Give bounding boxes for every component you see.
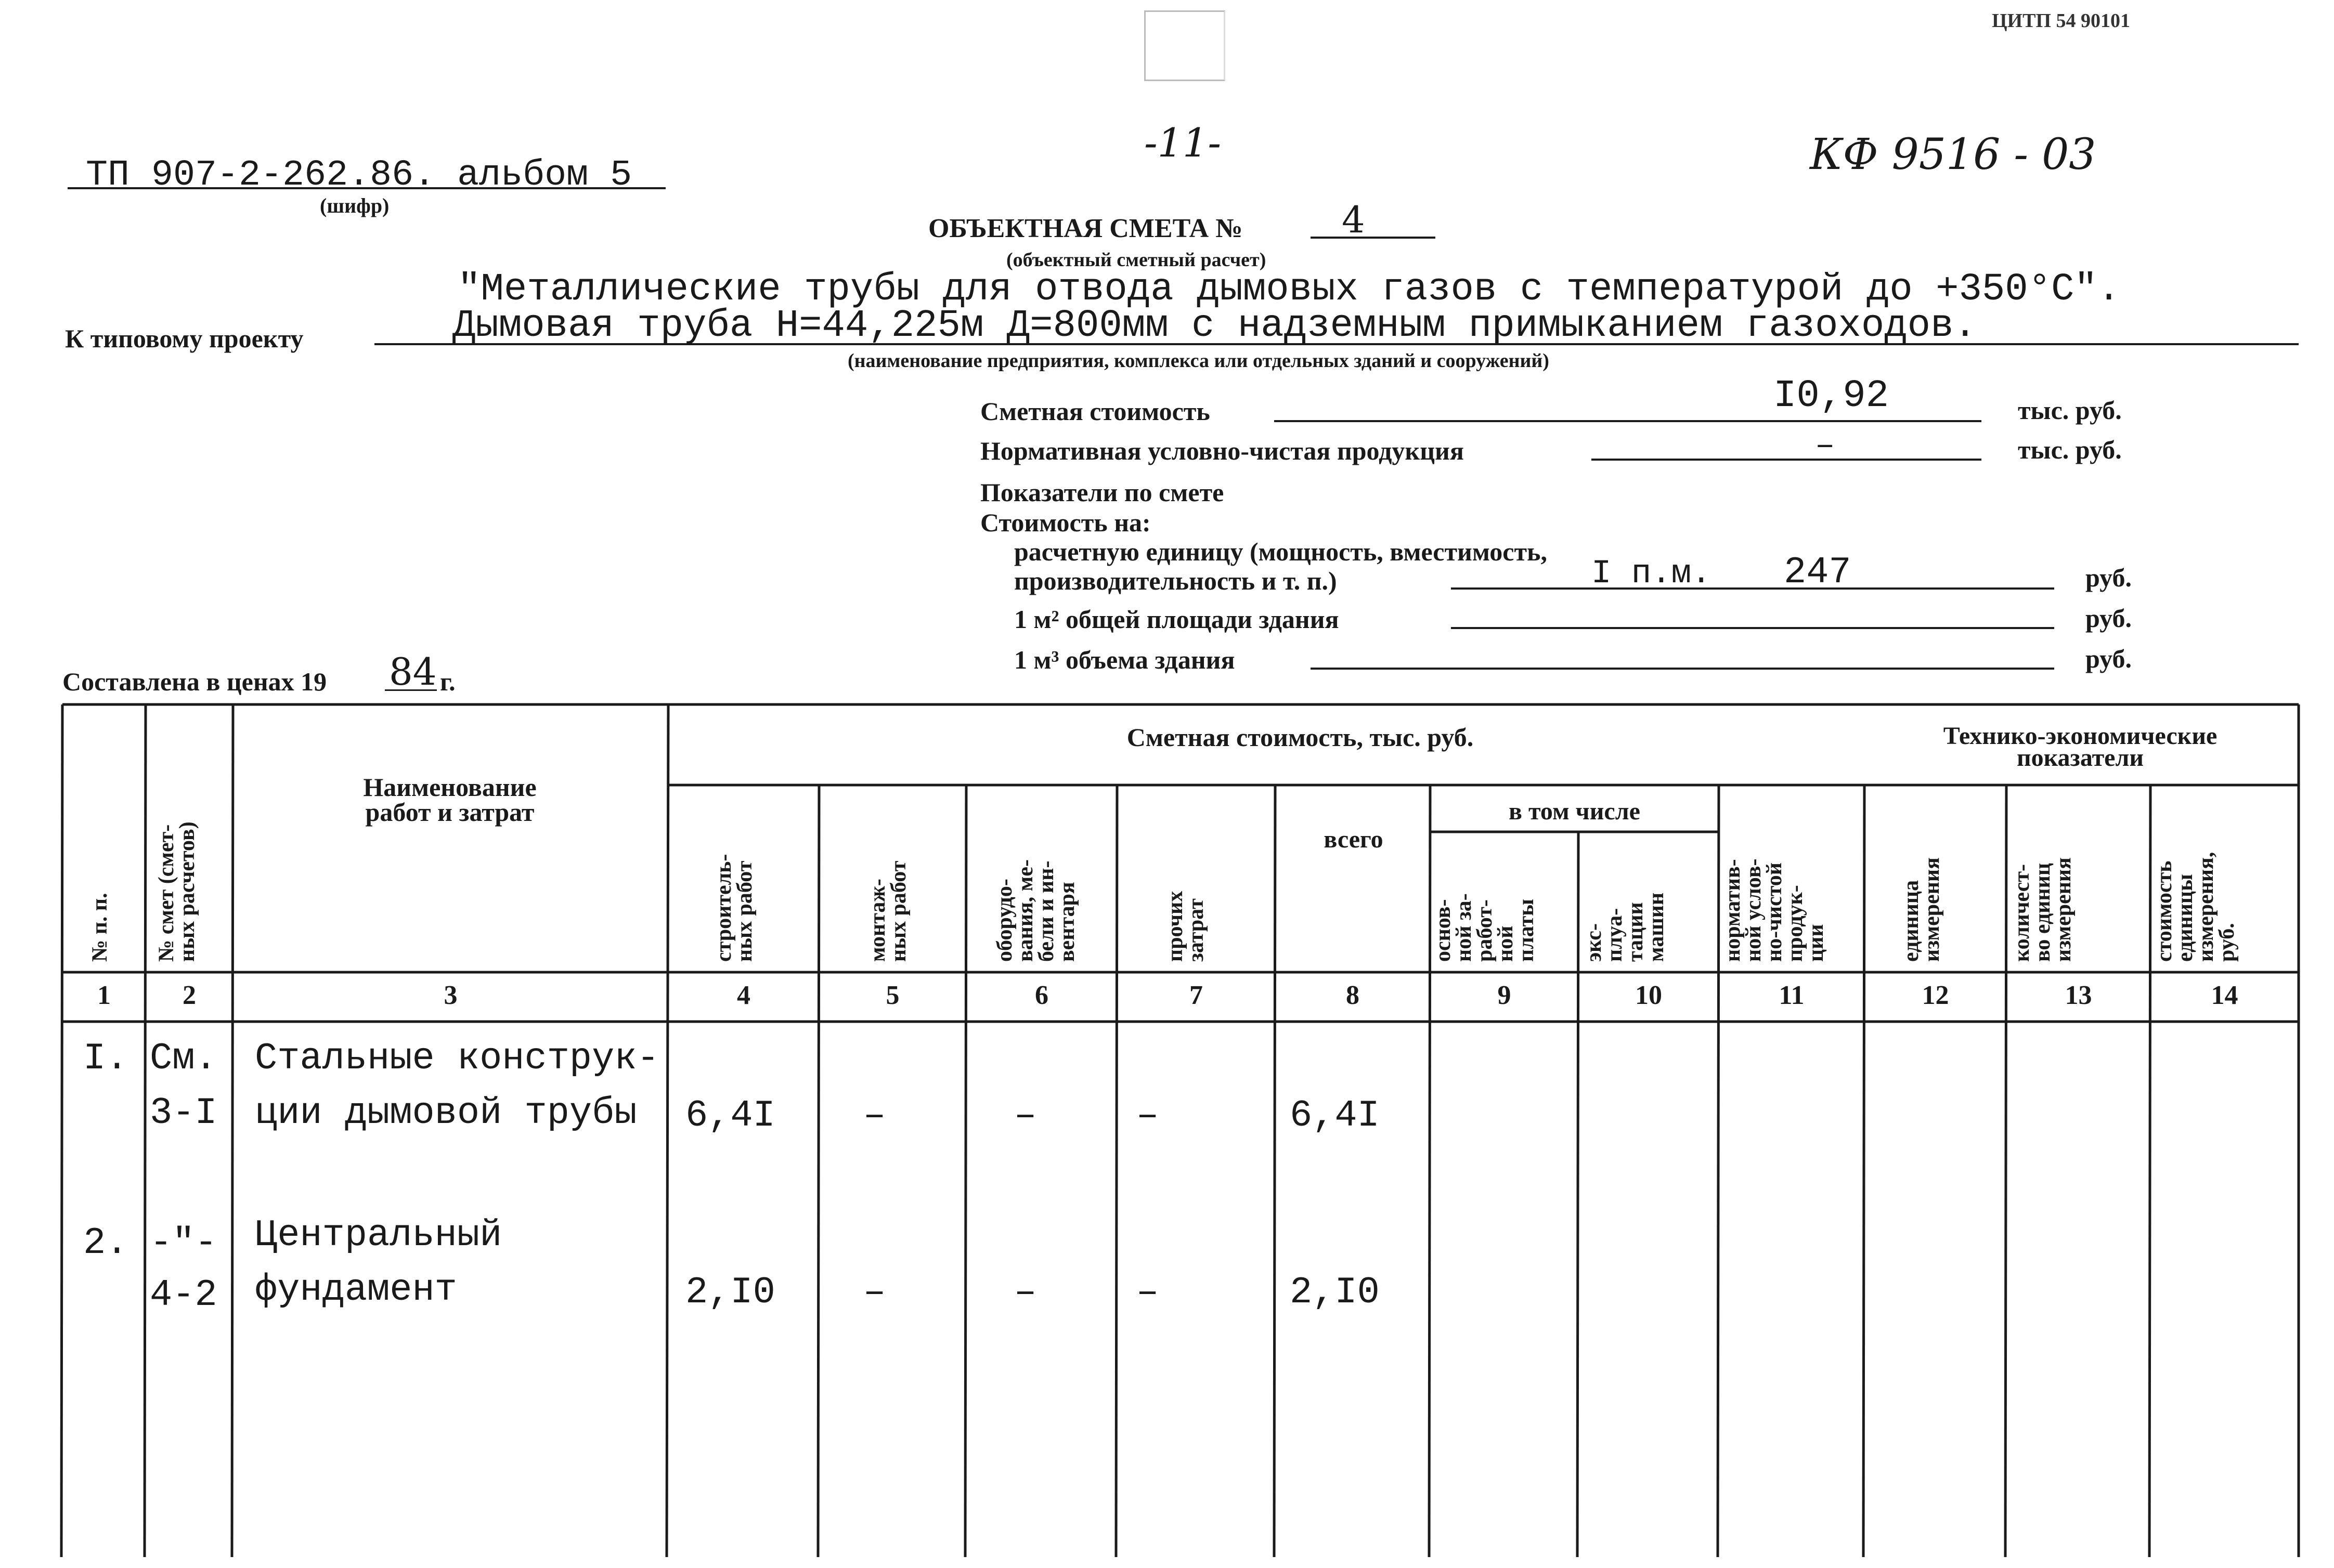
other-cost: – bbox=[1136, 1271, 1159, 1314]
estimate-ref: 4-2 bbox=[150, 1274, 217, 1316]
other-cost: – bbox=[1136, 1094, 1159, 1137]
col11-header: норматив- ной услов- но-чистой продук- ции bbox=[1721, 858, 1828, 962]
cost-per-label: Стоимость на: bbox=[980, 508, 1151, 537]
work-name: Центральный bbox=[255, 1214, 502, 1257]
unit-cost-value: 247 bbox=[1784, 551, 1851, 594]
unit-cost-measure: I п.м. bbox=[1591, 555, 1711, 593]
volume-unit: руб. bbox=[2085, 644, 2132, 673]
col2-header: № смет (смет- ных расчетов) bbox=[154, 821, 199, 962]
cipher-caption: (шифр) bbox=[320, 194, 390, 217]
estimate-ref: 3-I bbox=[150, 1092, 217, 1134]
area-unit: руб. bbox=[2085, 604, 2132, 633]
column-number: 5 bbox=[886, 981, 900, 1010]
normative-label: Нормативная условно-чистая продукция bbox=[980, 436, 1464, 465]
unit-cost-label-1: расчетную единицу (мощность, вместимость, bbox=[1014, 537, 1547, 566]
prices-label: Составлена в ценах 19 bbox=[62, 667, 327, 696]
col1-header: № п. п. bbox=[88, 893, 112, 962]
col4-header: строитель- ных работ bbox=[712, 854, 757, 962]
row-number: I. bbox=[83, 1037, 128, 1080]
normative-unit: тыс. руб. bbox=[2018, 435, 2122, 464]
object-caption: (наименование предприятия, комплекса или отдельных зданий и сооружений) bbox=[848, 350, 1549, 372]
group-tech-header: Технико-экономические показатели bbox=[1943, 722, 2218, 772]
col9-header: основ- ной за- работ- ной платы bbox=[1431, 893, 1538, 962]
estimate-ref: См. bbox=[150, 1037, 217, 1080]
column-number: 9 bbox=[1497, 981, 1511, 1010]
work-name: фундамент bbox=[255, 1269, 457, 1311]
estimate-subtitle: (объектный сметный расчет) bbox=[1006, 249, 1266, 271]
column-number: 13 bbox=[2065, 981, 2092, 1010]
row-number: 2. bbox=[83, 1222, 128, 1264]
column-number: 14 bbox=[2211, 981, 2238, 1010]
object-line-2: Дымовая труба Н=44,225м Д=800мм с надземным примыканием газоходов. bbox=[452, 304, 1977, 348]
col14-header: стоимость единицы измерения, руб. bbox=[2153, 852, 2239, 962]
group-cost-header: Сметная стоимость, тыс. руб. bbox=[1126, 723, 1474, 752]
unit-cost-unit: руб. bbox=[2085, 563, 2132, 592]
prices-year: 84 bbox=[389, 650, 437, 694]
installation-cost: – bbox=[863, 1271, 886, 1314]
col5-header: монтаж- ных работ bbox=[866, 860, 911, 962]
col8-header: всего bbox=[1324, 826, 1383, 853]
estimated-cost-unit: тыс. руб. bbox=[2018, 396, 2122, 425]
volume-label: 1 м³ объема здания bbox=[1014, 645, 1235, 674]
col10-header: экс- плуа- тации машин bbox=[1582, 892, 1668, 962]
column-number: 1 bbox=[97, 981, 111, 1010]
prices-suffix: г. bbox=[440, 667, 456, 696]
estimate-number: 4 bbox=[1342, 199, 1365, 241]
group-incl-header: в том числе bbox=[1509, 798, 1640, 825]
col7-header: прочих затрат bbox=[1163, 891, 1208, 962]
equipment-cost: – bbox=[1014, 1271, 1037, 1314]
column-number: 11 bbox=[1779, 981, 1805, 1010]
estimate-title: ОБЪЕКТНАЯ СМЕТА № bbox=[928, 214, 1243, 243]
object-line-1: "Металлические трубы для отвода дымовых газов с температурой до +350°С". bbox=[458, 268, 2121, 311]
construction-cost: 6,4I bbox=[685, 1094, 775, 1137]
handwritten-code: КФ 9516 - 03 bbox=[1810, 130, 2096, 179]
column-number: 12 bbox=[1922, 981, 1949, 1010]
total-cost: 6,4I bbox=[1290, 1094, 1380, 1137]
column-number: 4 bbox=[737, 981, 750, 1010]
column-number: 2 bbox=[183, 981, 196, 1010]
total-cost: 2,I0 bbox=[1290, 1271, 1380, 1314]
installation-cost: – bbox=[863, 1094, 886, 1137]
estimate-ref: -"- bbox=[150, 1222, 217, 1264]
work-name: Стальные конструк- bbox=[255, 1037, 659, 1080]
column-number: 6 bbox=[1035, 981, 1048, 1010]
estimated-cost-label: Сметная стоимость bbox=[980, 397, 1210, 426]
unit-cost-label-2: производительность и т. п.) bbox=[1014, 566, 1337, 595]
normative-value: – bbox=[1815, 427, 1835, 465]
project-code: ТП 907-2-262.86. альбом 5 bbox=[86, 155, 632, 196]
col3-header: Наименование работ и затрат bbox=[363, 773, 537, 827]
column-number: 7 bbox=[1189, 981, 1203, 1010]
construction-cost: 2,I0 bbox=[685, 1271, 775, 1314]
estimated-cost-value: I0,92 bbox=[1773, 374, 1889, 418]
registry-code: ЦИТП 54 90101 bbox=[1992, 10, 2131, 32]
col6-header: оборудо- вания, ме- бели и ин- вентаря bbox=[993, 859, 1079, 962]
indicators-label: Показатели по смете bbox=[980, 478, 1224, 507]
col13-header: количест- во единиц измерения bbox=[2010, 857, 2076, 962]
equipment-cost: – bbox=[1014, 1094, 1037, 1137]
column-number: 10 bbox=[1635, 981, 1662, 1010]
column-number: 3 bbox=[444, 981, 458, 1010]
col12-header: единица измерения bbox=[1899, 857, 1944, 962]
project-label: К типовому проекту bbox=[65, 324, 304, 353]
page-number: -11- bbox=[1144, 120, 1222, 166]
area-label: 1 м² общей площади здания bbox=[1014, 605, 1339, 634]
column-number: 8 bbox=[1346, 981, 1359, 1010]
work-name: ции дымовой трубы bbox=[255, 1092, 637, 1134]
